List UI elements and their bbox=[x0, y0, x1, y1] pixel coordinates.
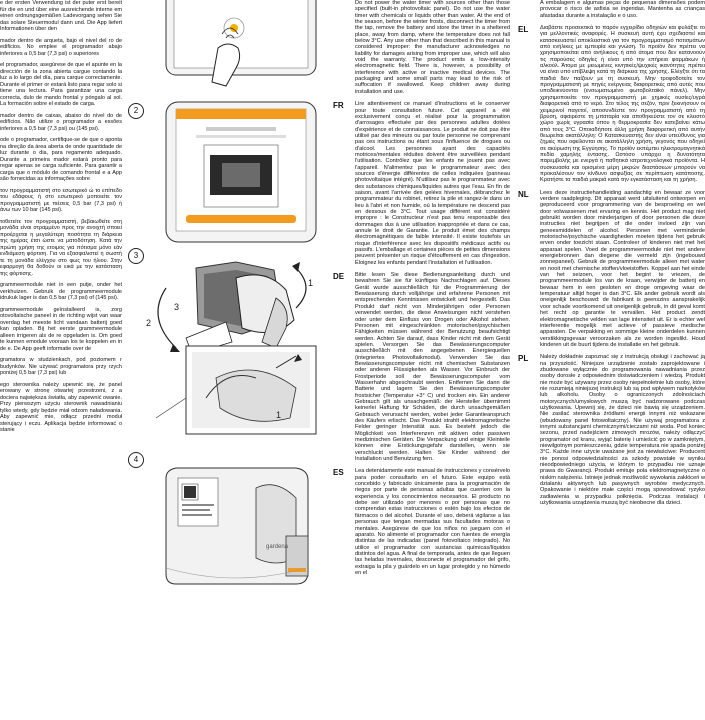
en-paragraph: Do not power the water timer with sources other than those specified (built-in photovoltaic panel). Do not use the water timer with chemicals or liquids other than water. At the end of the season, before the winter frosts, disconnect the timer from the tap, remove the battery and store the timer in a sheltered place, away from damp, where the temperature does not fall below 3°C. Any use other than that described in this manual is considered improper: the manufacturer acknowledges no liability for damages arising from improper use, which will also void the warranty. The product emits a low-intensity electromagnetic field. There is, however, a possibility of interference with active or inactive medical devices. The packaging and some small parts may lead to the risk of suffocation if swallowed. Keep children away during installation and use. bbox=[355, 0, 510, 95]
middle-text-column bbox=[333, 0, 510, 720]
left-paragraph: τοθετείτε τον προγραμματιστή, βεβαιωθείτε στη μονάδα είναι στραμμένο προς την ανοιχτή σποιεί προέρχεται η μεγαλύτερη ποσότητα τη διάρκεια της ημέρας έτσι ώστε να ματοδότηση. Κατά την πρώτη χρήση της ετοιμος για πότισμα μόνο εάν ενδιάμεση φόρτιση. Για να εξασφαλιστεί η σωστή τε τη μονάδα ελέγχου στο φως του ήλιου. Στην εφαρμογή θα δοθούν οι εικά με την κατάσταση της φόρτισης. bbox=[0, 218, 122, 277]
left-paragraph: ode o programador, certifique-se de que o aponta na direção da área aberta de onde quantidade de luz durante o dia, para regamento adequado. Durante a primeira mador estará pronto para regar apenas se carga suficiente. Para garantir a carga que o módulo de comando frontal e a App são fornecidas as informações sobre bbox=[0, 137, 122, 182]
pt-continuation bbox=[518, 0, 705, 19]
detach-module-illustration bbox=[126, 248, 331, 438]
figure-number: 3 bbox=[128, 248, 144, 264]
figures-column bbox=[126, 0, 331, 720]
figure-number: 4 bbox=[128, 452, 144, 468]
left-paragraph: gramatora w studzienkach, pod poziomem r budynków. Nie używać programatora przy rzych poniżej 0,5 bar (7,3 psi) lub bbox=[0, 357, 122, 376]
lang-section-es bbox=[333, 468, 510, 576]
left-text-column bbox=[0, 0, 122, 720]
lang-paragraph: Bitte lesen Sie diese Bedienungsanleitung durch und bewahren Sie sie für künftiges Nachschlagen auf. Dieses Gerät wurde ausschließlich für die Programmierung der Bewässerung durch volljährige und erfahrene Personen mit entsprechenden Kenntnissen entwickelt und hergestellt. Das Produkt darf nicht von Minderjährigen oder Personen verwendet werden, die diese Anweisungen nicht verstehen oder unter dem Einfluss von Drogen oder Alkohol stehen. Personen mit eingeschränkten motorischen/psychischen Fähigkeiten müssen während der Benutzung beaufsichtigt werden. Achten Sie darauf, dass Kinder nicht mit dem Gerät spielen. Versorgen Sie das Bewässerungscomputer ausschließlich mit den angegebenen Energiequellen (integriertes Photovoltaikmodul). Verwenden Sie das Bewässerungscomputer nicht mit chemischen Substanzen oder anderen Flüssigkeiten als Wasser. Vor Einbruch der Frostperiode soll der Bewässerungscomputer vom Wasserhahn abgeschraubt werden. Entfernen Sie dann die Batterie und lagern Sie den Bewässerungscomputer frostsicher (Temperatur +3° C) und trocken ein. Ein anderer Gebrauch gilt als unsachgemäß: der Hersteller übernimmt keinerlei Haftung für Schäden, die durch unsachgemäßen Gebrauch verursacht werden, wobei jeder Garantieanspruch des Käufers erlischt. Das Produkt strahlt elektromagnetische Felder geringer Intensität aus. Es besteht jedoch die Möglichkeit von Interferenzen mit aktiven oder passiven medizinischen Geräten. Die Verpackung und einige Kleinteile können eine Erstickungsgefahr darstellen, wenn sie verschluckt werden. Halten Sie Kinder während der Installation und Benutzung fern. bbox=[355, 272, 510, 463]
svg-text:1: 1 bbox=[276, 410, 282, 420]
svg-text:2: 2 bbox=[146, 318, 152, 328]
left-paragraph: e der ersten Verwendung ist der puter erst bereit für die en und über eine ausreichende interne em einen ordnungsgemäßen Ladevorgang sehen Sie das solare Steuermodul dann und. Die App liefert Informationen über den bbox=[0, 0, 122, 32]
en-continuation bbox=[333, 0, 510, 95]
left-paragraph: el programador, asegúrese de que el apunte en la dirección de la zona abierta cargue contando la luz a lo largo del día, para carque correctamente. Durante el primer or estará listo para regar solo si tiene una lectura. Para garantizar una carga correcta, dulo de mando frontal y póngalo al sol. La formación sobre el estado de carga. bbox=[0, 62, 122, 107]
pt-paragraph: A embalagem e algumas peças de pequenas dimensões podem provocar o risco de asfixia se ingeridas. Mantenha as crianças afastadas durante a instalação e o uso. bbox=[540, 0, 705, 19]
lang-code: PL bbox=[518, 354, 529, 364]
figure-4 bbox=[126, 448, 331, 608]
lang-paragraph: Lees deze instructiehandleiding aandachtig en bewaar ze voor verdere raadpleging. Dit apparaat werd uitsluitend ontworpen en geproduceerd voor programmering van de besproeiing en wel door volwassenen met ervaring en kennis. Het product mag niet gebruikt worden door minderjarigen of door personen die deze instructies niet begrijpen of die onder invloed zijn van geneesmiddelen of alcohol. Personen met verminderde motorische/psychische vaardigheden moeten tijdens het gebruik erven onder toezicht staan. Controleer of kinderen niet met het apparaat spelen. Voed de programmeermodule niet met andere energiebronnen dan diegene die vermeld zijn (ingebouwd zonnepaneel). Gebruik de programmeermodule alleen met water en nooit met chemische stoffen/vloeistoffen. Koppel aan het einde van het seizoen, voor het begint te vriezen, de programmeermodule los van de kraan, verwijder de batterij en bewaar hem in een gesloten en droge omgeving waar de temperatuur altijd hoger is dan 3°C. Elk ander gebruik wordt als oneigenlijk beschouwd: de fabrikant is geenszins aansprakelijk voor schade voortkomend uit oneigenlijk gebruik, in dit geval komt het recht op garantie te vervallen. Het product zendt elektromagnetische velden van lage intensiteit uit. Er is echter wel interferentie mogelijk met actieve of passieve medische apparaten. De verpakking en sommige kleine onderdelen kunnen verstikkingsgevaar veroorzaken als ze worden ingeslikt. Houd kinderen uit de buurt tijdens de installatie en het gebruik. bbox=[540, 189, 705, 348]
lang-section-nl bbox=[518, 190, 705, 349]
phone-pairing-illustration bbox=[126, 0, 331, 90]
left-paragraph: mador dentro de caixas, abaixo do nível do de edifícios. Não utilize o programador a essões inferiores a 0,5 bar (7,3 psi) ou (145 psi). bbox=[0, 112, 122, 132]
lang-code: NL bbox=[518, 189, 529, 199]
figure-3 bbox=[126, 248, 331, 438]
figure-number: 2 bbox=[128, 103, 144, 119]
lang-section-fr bbox=[333, 101, 510, 266]
figure-phone-pairing bbox=[126, 0, 331, 90]
svg-text:1: 1 bbox=[308, 278, 314, 288]
svg-text:gardena: gardena bbox=[266, 544, 289, 550]
lang-code: FR bbox=[333, 101, 344, 111]
left-paragraph: grammeermodule geïnstalleerd is, zorg otovoltaïsche paneel in de richting wijst van waar overdag het meeste licht vandaan batterij goed kan opladen. Bij het eerste grammeermodule alleen irrigeren als de re opgeladen is. Om goed te kunnen emodule vooraan los te koppelen en in de e. De App geeft informatie over de bbox=[0, 306, 122, 352]
timer-device-illustration bbox=[126, 448, 331, 608]
left-paragraph: ego sterownika należy upewnić się, że panel erowany w stronę otwartej przestrzeni, z a dociera największa światła, aby zapewnić owanie. Przy pierwszym użyciu sterownik nawadnianiu tylko wtedy, gdy będzie miał odzom naładowania. Aby zapewnić mie, odłącz przedni moduł sterujący i eczu. Aplikacja będzie informować o stanie bbox=[0, 381, 122, 433]
left-paragraph: τον προγραμματιστή στο εσωτερικό ώ το επίπεδο του εδάφους ή στο εσωτερικό μοποιείτε τον προγραμματιστή με πιέσεις 0,5 bar (7,3 psi) ή άνω των 10 bar (145 psi). bbox=[0, 187, 122, 213]
lang-paragraph: Διαβάστε προσεκτικά το παρόν εγχειρίδιο οδηγιών και φυλάξτε το για μελλοντικές αναφορές. Η συσκευή αυτή έχει σχεδιαστεί και κατασκευαστεί αποκλειστικά για τον προγραμματισμό ποτισμάτων από ενήλικες με εμπειρία και γνώση. Το προϊόν δεν πρέπει να χρησιμοποιείται από ανήλικους ή από άτομα που δεν κατανοούν τις παρούσες οδηγίες ή είναι υπό την επήρεια φαρμάκων ή αλκοόλ. Άτομα με μειωμένες κινητικές/ψυχικές ικανότητες πρέπει να είναι υπό επίβλεψη κατά τη διάρκεια της χρήσης. Ελέγξτε ότι τα παιδιά δεν παίζουν με τη συσκευή. Μην τροφοδοτείτε τον προγραμματιστή με πηγές ενέργειας διαφορετικές από αυτές που υποδεικνύονται (ενσωματωμένο φωτοβολταϊκό πάνελ). Μην χρησιμοποιείτε τον προγραμματιστή με χημικές ουσίες/υγρά διαφορετικά από το νερό. Στο τέλος της σεζόν, πριν ξεκινήσουν οι χειμερινοί παγετοί, αποσυνδέστε τον προγραμματιστή από τη βρύση, αφαιρέστε τη μπαταρία και αποθηκεύστε τον σε κλειστό χώρο χωρίς υγρασία όπου η θερμοκρασία δεν κατεβαίνει κάτω από τους 3°C. Οποιαδήποτε άλλη χρήση διαφορετική από αυτήν θεωρείται ακατάλληλη: Ο Κατασκευαστής δεν είναι υπεύθυνος για ζημιές που οφείλονται σε ακατάλληλη χρήση, γεγονός που οδηγεί σε ακύρωση της Εγγύησης. Το προϊόν εκπέμπει ηλεκτρομαγνητικά πεδία χαμηλής έντασης. Ωστόσο υπάρχει η δυνατότητα παρεμβολής με ενεργά ή παθητικά ιατροτεχνολογικά προϊόντα. Η συσκευασία και ορισμένα μέρη μικρών διαστάσεων μπορούν να προκαλέσουν τον κίνδυνο ασφυξίας σε περίπτωση κατάποσης. Κρατήστε τα παιδιά μακριά κατά την εγκατάσταση και τη χρήση. bbox=[540, 25, 705, 184]
lang-section-el bbox=[518, 25, 705, 184]
svg-text:3: 3 bbox=[174, 302, 180, 312]
figure-2 bbox=[126, 97, 331, 247]
right-text-column bbox=[518, 0, 705, 720]
lang-paragraph: Należy dokładnie zapoznać się z instrukcją obsługi i zachować ją na przyszłość. Niniejsze urządzenie zostało zaprojektowane i zbudowane wyłącznie do programowania nawadniania przez osoby dorosłe z odpowiednim doświadczeniem i wiedzą. Produkt nie może być używany przez osoby niepełnoletnie lub osoby, które nie rozumieją niniejszej instrukcji lub są pod wpływem narkotyków lub alkoholu. Osoby o ograniczonych zdolnościach motorycznych/umysłowych muszą być nadzorowane podczas użytkowania. Upewnij się, że dzieci nie bawią się urządzeniem. Nie zasilać sterownika źródłami energii innymi niż wskazane (wbudowany panel fotowoltaiczny). Nie używaj programatora z innymi substancjami chemicznymi/cieczami niż woda. Pod koniec sezonu, przed nadejściem zimowych mrozów, należy odłączyć programator od kranu, wyjąć baterię i umieścić go w zamkniętym, niewilgotnym pomieszczeniu, gdzie temperatura nie spada poniżej 3°C. Każde inne użycie uważane jest za niewłaściwe: Producent nie ponosi odpowiedzialności za szkody powstałe w wyniku nieodpowiedniego użycia, w którym to przypadku nie uznaje prawa do Gwarancji. Produkt emituje pola elektromagnetyczne o niskim natężeniu. Istnieje jednak możliwość wywołania zakłóceń w działaniu aktywnych lub pasywnych wyrobów medycznych. Opakowanie i niektóre małe części mogą spowodować ryzyko zadławienia w przypadku połknięcia. Podczas instalacji i użytkowania urządzenia muszą być nieobecne dla dzieci. bbox=[540, 354, 705, 507]
lang-paragraph: Lire attentivement ce manuel d'instructions et le conserver pour toute consultation future. Cet appareil a été exclusivement conçu et réalisé pour la programmation d'arrosages effectuée par des personnes adultes dotées d'expérience et de connaissances. Le produit ne doit pas être utilisé par des mineurs ou par toute personne ne comprenant pas ces instructions ou étant sous l'influence de drogues ou d'alcool. Les personnes ayant des capacités motrices/mentales réduites doivent être surveillées pendant l'utilisation. Contrôlez que les enfants ne jouent pas avec l'appareil. N'alimentez pas le programmateur avec des sources d'énergie différentes de celles indiquées (panneau photovoltaïque intégré). N'utilisez pas le programmateur avec des substances chimiques/liquides autres que l'eau. En fin de saison, avant l'arrivée des gelées hivernales, débranchez le programmateur du robinet, retirez la pile et rangez-le dans un lieu à l'abri et non humide, où la température ne descend pas en dessous de 3°C. Tout usage différent est considéré impropre : le Constructeur n'est pas tenu responsable des dommages dus à une utilisation inappropriée et dans ce cas, annule le droit de Garantie. Le produit émet des champs électromagnétiques de faible intensité. Il existe toutefois un risque d'interférence avec les dispositifs médicaux actifs ou passifs. L'emballage et certaines pièces de petites dimensions peuvent présenter un risque d'étouffement en cas d'ingestion. Éloignez les enfants pendant l'installation et l'utilisation. bbox=[355, 101, 510, 266]
left-paragraph: grammeermodule niet in een putje, onder het verkhuizen. Gebruik de programmeermodule idrukuk lager is dan 0,5 bar (7,3 psi) of (145 psi). bbox=[0, 282, 122, 301]
lang-code: ES bbox=[333, 468, 344, 478]
phone-app-illustration bbox=[126, 97, 331, 247]
lang-section-de bbox=[333, 272, 510, 462]
lang-paragraph: Lea detenidamente este manual de instrucciones y consérvelo para poder consultarlo en el futuro. Este equipo está concebido y fabricado únicamente para la programación de riegos por parte de personas adultas que cuenten con la experiencia y los conocimientos necesarios. El producto no debe ser utilizado por menores o por personas que no comprendan estas instrucciones o estén bajo los efectos de fármacos o del alcohol. Durante el uso, deberá vigilarse a las personas que tengan mermadas sus facultades motoras o mentales. Asegúrese de que los niños no jueguen con el aparato. No alimente el programador con fuentes de energía distintas de las indicadas (panel fotovoltaico integrado). No utilice el programador con sustancias químicas/líquidos distintos del agua. A final de temporada, antes de que lleguen las heladas invernales, desconecte el programador del grifo, extraiga la pila y guárdelo en un lugar protegido y no húmedo en el bbox=[355, 468, 510, 576]
lang-code: EL bbox=[518, 25, 529, 35]
lang-section-pl bbox=[518, 354, 705, 506]
left-paragraph: mador dentro de arqueta, bajo el nivel del ro de edificios. No emplee el programador abajo inferiores a 0,5 bar (7,3 psi) o superiores bbox=[0, 37, 122, 57]
lang-code: DE bbox=[333, 272, 345, 282]
